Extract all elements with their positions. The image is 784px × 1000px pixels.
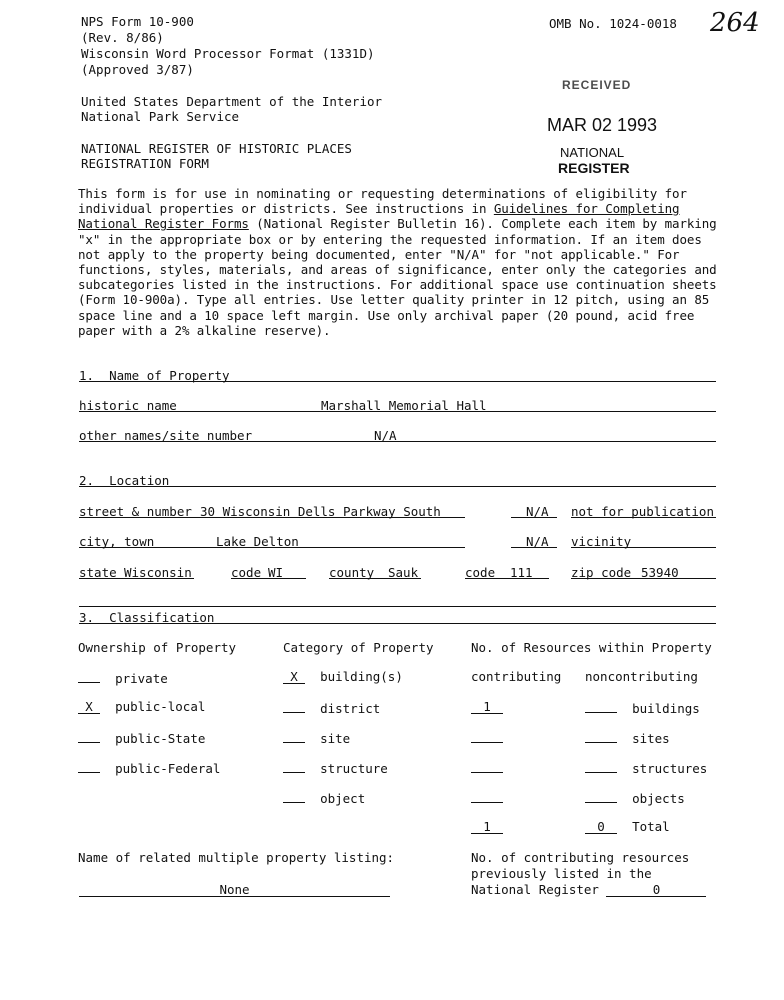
omb-number: OMB No. 1024-0018	[549, 16, 677, 31]
structures-label: structures	[632, 761, 708, 776]
category-district-label: district	[320, 701, 381, 716]
form-title: NATIONAL REGISTER OF HISTORIC PLACES	[81, 141, 352, 156]
objects-contributing[interactable]	[471, 789, 503, 803]
category-site-label: site	[320, 731, 351, 746]
resources-objects-non	[585, 789, 685, 806]
ownership-private[interactable]	[78, 669, 168, 686]
ownership-public-local-label: public-local	[115, 699, 206, 714]
category-header: Category of Property	[283, 640, 434, 655]
street-line	[79, 517, 465, 518]
stamp-date: MAR 02 1993	[547, 115, 658, 135]
buildings-contributing[interactable]: 1	[471, 700, 503, 714]
guidelines-link[interactable]: Guidelines for Completing National Register Forms	[78, 201, 680, 232]
sites-noncontributing[interactable]	[585, 729, 617, 743]
ownership-public-state-mark[interactable]	[78, 729, 100, 743]
department: United States Department of the Interior	[81, 94, 383, 109]
total-noncontributing[interactable]: 0	[585, 820, 617, 834]
other-names-value[interactable]: N/A	[374, 428, 397, 443]
stamp-national: NATIONAL	[560, 145, 625, 160]
section1-rule	[79, 381, 716, 382]
stamp-register: REGISTER	[558, 160, 630, 176]
related-listing-value[interactable]: None	[79, 883, 390, 897]
category-building[interactable]	[283, 669, 403, 684]
city-label: city, town	[79, 534, 155, 549]
state-code-line	[231, 578, 306, 579]
county-code-value[interactable]: 111	[510, 565, 533, 580]
ownership-private-label: private	[115, 671, 168, 686]
zip-label: zip code	[571, 565, 632, 580]
state-line	[79, 578, 194, 579]
previously-listed-line2: previously listed in the	[471, 866, 652, 881]
street-value[interactable]: 30 Wisconsin Dells Parkway South	[200, 504, 441, 519]
section2-heading: 2. Location	[79, 473, 170, 488]
section1-heading: 1. Name of Property	[79, 368, 230, 383]
county-line	[329, 578, 421, 579]
zip-value[interactable]: 53940	[641, 565, 679, 580]
state-code-value[interactable]: WI	[268, 565, 284, 580]
ownership-public-federal-mark[interactable]	[78, 759, 100, 773]
contributing-header: contributing	[471, 669, 562, 684]
resources-buildings-non	[585, 699, 700, 716]
related-listing-label: Name of related multiple property listing:	[78, 850, 395, 865]
category-structure-label: structure	[320, 761, 388, 776]
total-label: Total	[632, 819, 670, 834]
ownership-public-state[interactable]	[78, 729, 205, 746]
state-label: state	[79, 565, 117, 580]
section3-heading: 3. Classification	[79, 610, 215, 625]
resources-structures-non	[585, 759, 707, 776]
previously-listed-value[interactable]: 0	[606, 883, 706, 897]
related-listing-field	[79, 882, 390, 897]
category-building-mark[interactable]: X	[283, 670, 305, 684]
form-revision: (Rev. 8/86)	[81, 30, 164, 45]
county-code-line	[465, 578, 549, 579]
form-subtitle: REGISTRATION FORM	[81, 156, 209, 171]
form-approved: (Approved 3/87)	[81, 62, 194, 77]
ownership-public-local[interactable]	[78, 699, 205, 714]
city-line	[79, 547, 465, 548]
section2-rule	[79, 486, 716, 487]
ownership-public-state-label: public-State	[115, 731, 206, 746]
resources-buildings-row	[471, 699, 503, 714]
ownership-private-mark[interactable]	[78, 669, 100, 683]
category-object-label: object	[320, 791, 366, 806]
resources-sites-non	[585, 729, 670, 746]
buildings-noncontributing[interactable]	[585, 699, 617, 713]
category-object-mark[interactable]	[283, 789, 305, 803]
category-object[interactable]	[283, 789, 365, 806]
form-number: NPS Form 10-900	[81, 14, 194, 29]
ownership-header: Ownership of Property	[78, 640, 237, 655]
received-stamp: RECEIVED	[562, 78, 632, 92]
section3-top-rule	[79, 606, 716, 607]
ownership-public-federal-label: public-Federal	[115, 761, 221, 776]
total-contributing[interactable]: 1	[471, 820, 503, 834]
county-code-label: code	[465, 565, 496, 580]
historic-name-line	[79, 411, 716, 412]
instructions-text-1: This form is for use in nominating or requesting determinations of eligibility for individual properties or districts. See instructions in	[78, 186, 687, 217]
street-na[interactable]: N/A	[526, 504, 549, 519]
street-label: street & number	[79, 504, 192, 519]
resources-structures-row	[471, 759, 503, 776]
vicinity-line	[571, 547, 716, 548]
category-district-mark[interactable]	[283, 699, 305, 713]
sites-contributing[interactable]	[471, 729, 503, 743]
state-value[interactable]: Wisconsin	[124, 565, 192, 580]
zip-line	[571, 578, 716, 579]
ownership-public-federal[interactable]	[78, 759, 220, 776]
vicinity-label: vicinity	[571, 534, 632, 549]
service: National Park Service	[81, 109, 240, 124]
county-label: county	[329, 565, 375, 580]
other-names-line	[79, 441, 716, 442]
instructions-text-2: (National Register Bulletin 16). Complete each item by marking "x" in the appropriate box or by entering the requested information. If an item does not apply to the property being documented, enter "N/A" for "not applicable." For functions, styles, materials, and areas of significance, enter only the categories and subcategories listed in the instructions. For additional space use continuation sheets (Form 10-900a). Type all entries. Use letter quality printer in 12 pitch, using an 85 space line and a 10 space left margin. Use only archival paper (20 pound, acid free paper with a 2% alkaline reserve).	[78, 216, 717, 338]
buildings-label: buildings	[632, 701, 700, 716]
city-na[interactable]: N/A	[526, 534, 549, 549]
city-na-line	[511, 547, 557, 548]
resources-sites-row	[471, 729, 503, 746]
form-format: Wisconsin Word Processor Format (1331D)	[81, 46, 375, 61]
ownership-public-local-mark[interactable]: X	[78, 700, 100, 714]
resources-total-non	[585, 819, 670, 834]
section3-rule	[79, 623, 716, 624]
structures-noncontributing[interactable]	[585, 759, 617, 773]
instructions-paragraph	[78, 186, 718, 338]
objects-noncontributing[interactable]	[585, 789, 617, 803]
category-site-mark[interactable]	[283, 729, 305, 743]
noncontributing-header: noncontributing	[585, 669, 698, 684]
sites-label: sites	[632, 731, 670, 746]
street-na-line	[511, 517, 557, 518]
previously-listed-line1: No. of contributing resources	[471, 850, 690, 865]
objects-label: objects	[632, 791, 685, 806]
category-structure[interactable]	[283, 759, 388, 776]
category-site[interactable]	[283, 729, 350, 746]
category-structure-mark[interactable]	[283, 759, 305, 773]
historic-name-label: historic name	[79, 398, 177, 413]
resources-objects-row	[471, 789, 503, 806]
not-for-publication-label: not for publication	[571, 504, 714, 519]
previously-listed-line3	[471, 882, 706, 897]
historic-name-value[interactable]: Marshall Memorial Hall	[321, 398, 487, 413]
not-for-publication-line	[571, 517, 716, 518]
handwritten-number: 264	[710, 8, 760, 38]
category-building-label: building(s)	[320, 669, 403, 684]
resources-header: No. of Resources within Property	[471, 640, 712, 655]
city-value[interactable]: Lake Delton	[216, 534, 299, 549]
state-code-label: code	[231, 565, 262, 580]
structures-contributing[interactable]	[471, 759, 503, 773]
category-district[interactable]	[283, 699, 380, 716]
county-value[interactable]: Sauk	[388, 565, 419, 580]
resources-total-row	[471, 819, 503, 834]
previously-listed-label: National Register	[471, 882, 599, 897]
other-names-label: other names/site number	[79, 428, 253, 443]
